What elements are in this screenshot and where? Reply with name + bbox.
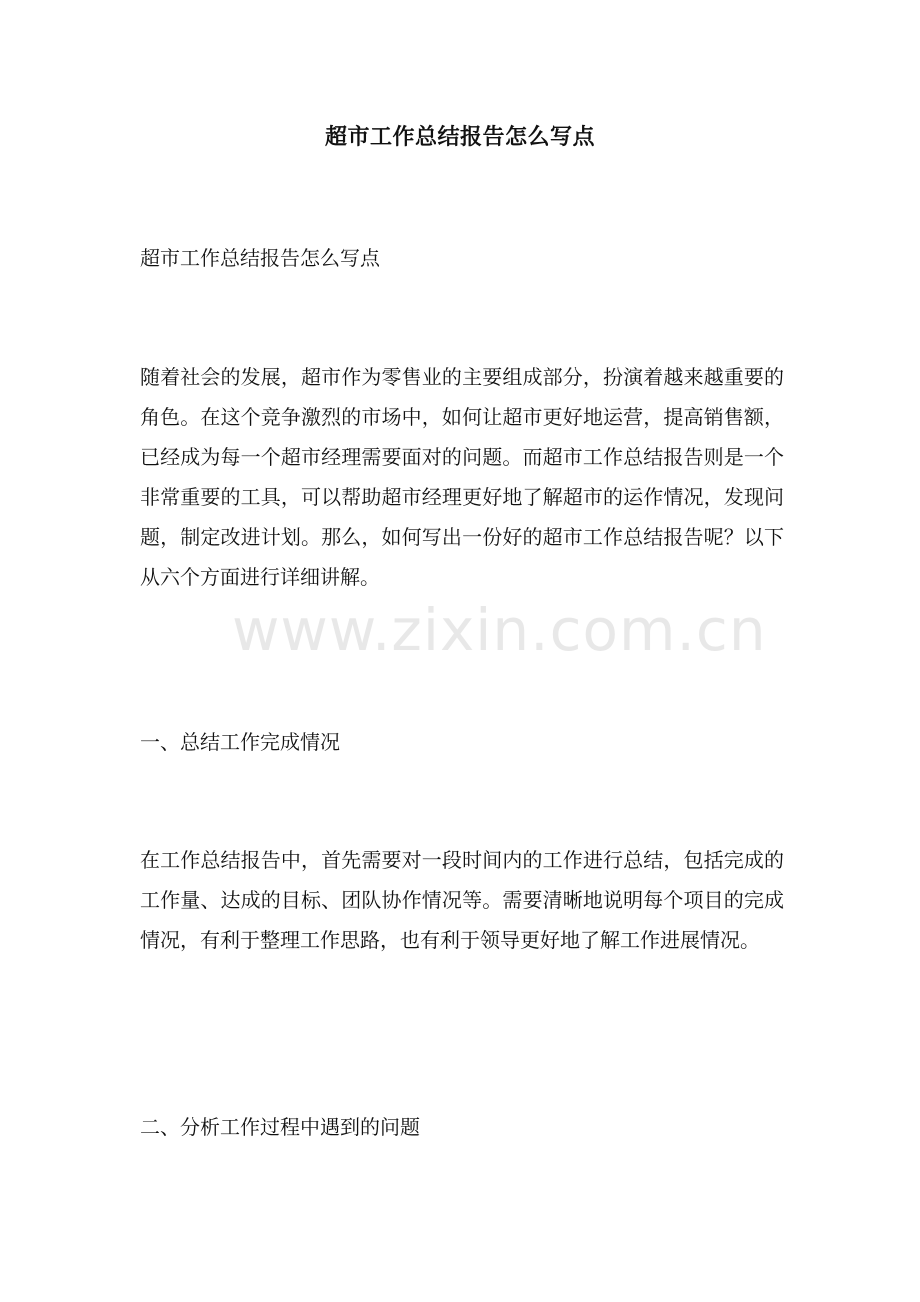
document-title: 超市工作总结报告怎么写点 [324,124,595,150]
document-subtitle: 超市工作总结报告怎么写点 [140,246,380,270]
watermark: www.zixin.com.cn [232,596,767,664]
section-2-heading: 二、分析工作过程中遇到的问题 [140,1115,420,1139]
section-1-body: 在工作总结报告中，首先需要对一段时间内的工作进行总结，包括完成的工作量、达成的目标、团队协作情况等。需要清晰地说明每个项目的完成情况，有利于整理工作思路，也有利于领导更好地了解工作进展情况。 [140,848,784,952]
intro-paragraph: 随着社会的发展，超市作为零售业的主要组成部分，扮演着越来越重要的角色。在这个竞争激烈的市场中，如何让超市更好地运营，提高销售额，已经成为每一个超市经理需要面对的问题。而超市工作总结报告则是一个非常重要的工具，可以帮助超市经理更好地了解超市的运作情况，发现问题，制定改进计划。那么，如何写出一份好的超市工作总结报告呢？以下从六个方面进行详细讲解。 [140,365,784,589]
section-1-heading: 一、总结工作完成情况 [140,730,340,754]
